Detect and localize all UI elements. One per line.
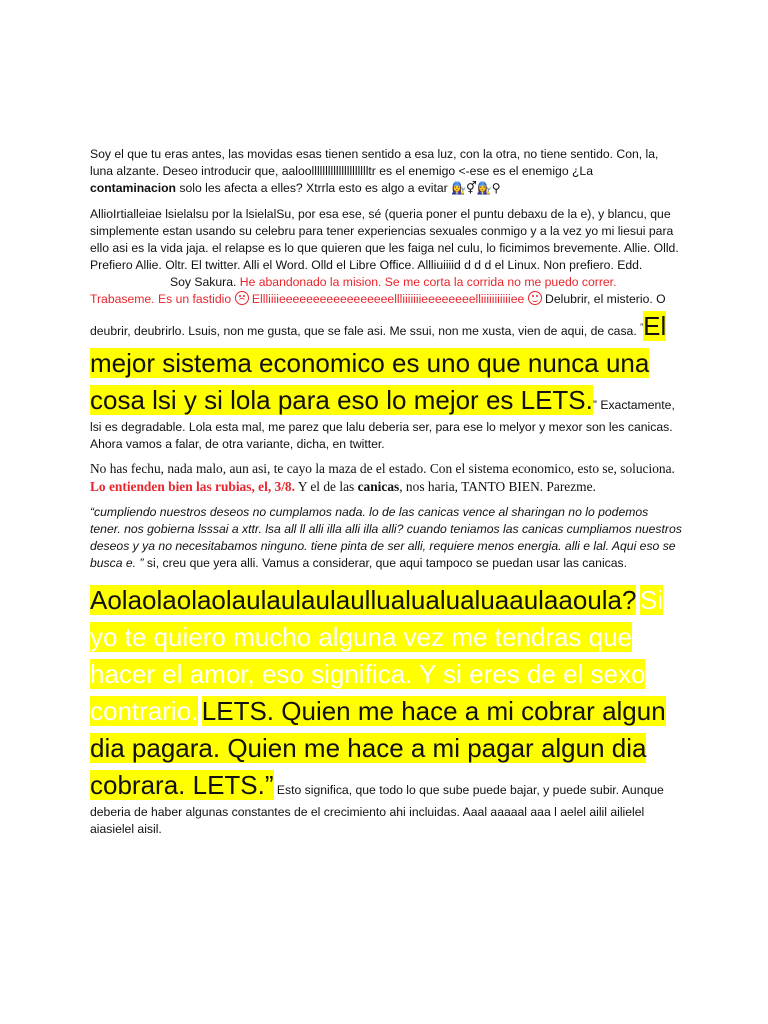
text-run: Exactamente, lsi es degradable. Lola esta mal, me parez que lalu deberia ser, para ese lo melyor y mexor son les canicas. Ahora vamos a falar, de otra variante, dicha, en twitter. xyxy=(90,398,675,451)
paragraph-4 xyxy=(90,460,682,496)
red-bold-text-run: Lo entienden bien las rubias, el, 3/8. xyxy=(90,479,295,494)
paragraph-5 xyxy=(90,504,682,572)
quote-mark: ” xyxy=(640,321,644,332)
highlighted-large-text: LETS. Quien me hace a mi cobrar algun dia pagara. Quien me hace a mi pagar algun dia cobrara. LETS.” xyxy=(90,696,666,800)
text-run: Esto significa, que todo lo que sube puede bajar, y puede subir. Aunque deberia de haber algunas constantes de el crecimiento ahi incluidas. Aaal aaaaal aaa l aelel ailil ailielel aiasielel aisil. xyxy=(90,783,664,836)
highlighted-large-text: El mejor sistema economico es uno que nunca una cosa lsi y si lola para eso lo mejor es LETS. xyxy=(90,311,667,415)
paragraph-2 xyxy=(90,206,682,453)
gender-symbols-icon: 👩‍🔧⚥👩‍🔧⚲ xyxy=(451,181,501,195)
paragraph-1 xyxy=(90,146,682,197)
text-run: , nos haria, TANTO BIEN. Parezme. xyxy=(399,479,596,494)
text-run: No has fechu, nada malo, aun asi, te cayo la maza de el estado. Con el sistema economico, esto se, soluciona. xyxy=(90,461,675,476)
bold-word: canicas xyxy=(357,479,400,494)
text-run: Soy el que tu eras antes, las movidas esas tienen sentido a esa luz, con la otra, no tiene sentido. Con, la, luna alzante. Deseo introducir que, aaloollllllllllllllllllllltr es el enemigo <-ese es el enemigo ¿La xyxy=(90,147,659,178)
text-run: Soy Sakura. xyxy=(170,275,240,289)
highlighted-white-large-text: Si yo te quiero mucho alguna vez me tendras que hacer el amor, eso significa. Y si eres de el sexo contrario. xyxy=(90,585,663,726)
text-run: solo les afecta a elles? Xtrrla esto es algo a evitar xyxy=(176,181,452,195)
red-text-run: Ellliiiieeeeeeeeeeeeeeeeellliiiiiiieeeeeeeelliiiiiiiiiiiee xyxy=(248,292,528,306)
smile-face-icon xyxy=(528,291,542,305)
italic-quote: “cumpliendo nuestros deseos no cumplamos nada. lo de las canicas vence al sharingan no lo podemos tener. nos gobierna lsssai a xttr. lsa all ll alli illa alli illa alli? cuando teniamos las canicas cumpliamos nuestros deseos y ya no necesitabamos ninguno. tiene pinta de ser alli, requiere menos energia. alli e lal. Aqui eso se busca e. ” xyxy=(90,505,682,570)
text-run: Y el de las xyxy=(294,479,358,494)
text-run: AllioIrtialleiae lsielalsu por la lsielalSu, por esa ese, sé (queria poner el puntu debaxu de la e), y blancu, que simplemente estan usando su celebru para tener experiencias sexuales conmigo y a la vez yo mi liesui para ello asi es la vida jaja. el relapse es lo que quieren que les faiga nel culu, lo ficimimos brevemente. Allie. Olld. Prefiero Allie. Oltr. El twitter. Alli el Word. Olld el Libre Office. Allliuiiiid d d d el Linux. Non prefiero. Edd. xyxy=(90,207,679,272)
highlighted-large-text: Aolaolaolaolaulaulaulaullualualualuaaulaaoula? xyxy=(90,585,637,615)
text-run: si, creu que yera alli. Vamus a considerar, que aqui tampoco se puedan usar las canicas. xyxy=(143,556,628,570)
bold-word: contaminacion xyxy=(90,181,177,195)
sad-face-icon xyxy=(235,291,249,305)
red-text-run: He abandonado la mision. Se me corta la corrida no me puedo correr. Trabaseme. Es un fastidio xyxy=(90,275,617,306)
paragraph-6 xyxy=(90,582,682,838)
quote-mark: ” xyxy=(592,398,597,412)
text-run: Delubrir, el misterio. O deubrir, deubrirlo. Lsuis, non me gusta, que se fale asi. Me ssui, non me xusta, vien de aqui, de casa. xyxy=(90,292,666,338)
document-page xyxy=(90,146,682,838)
